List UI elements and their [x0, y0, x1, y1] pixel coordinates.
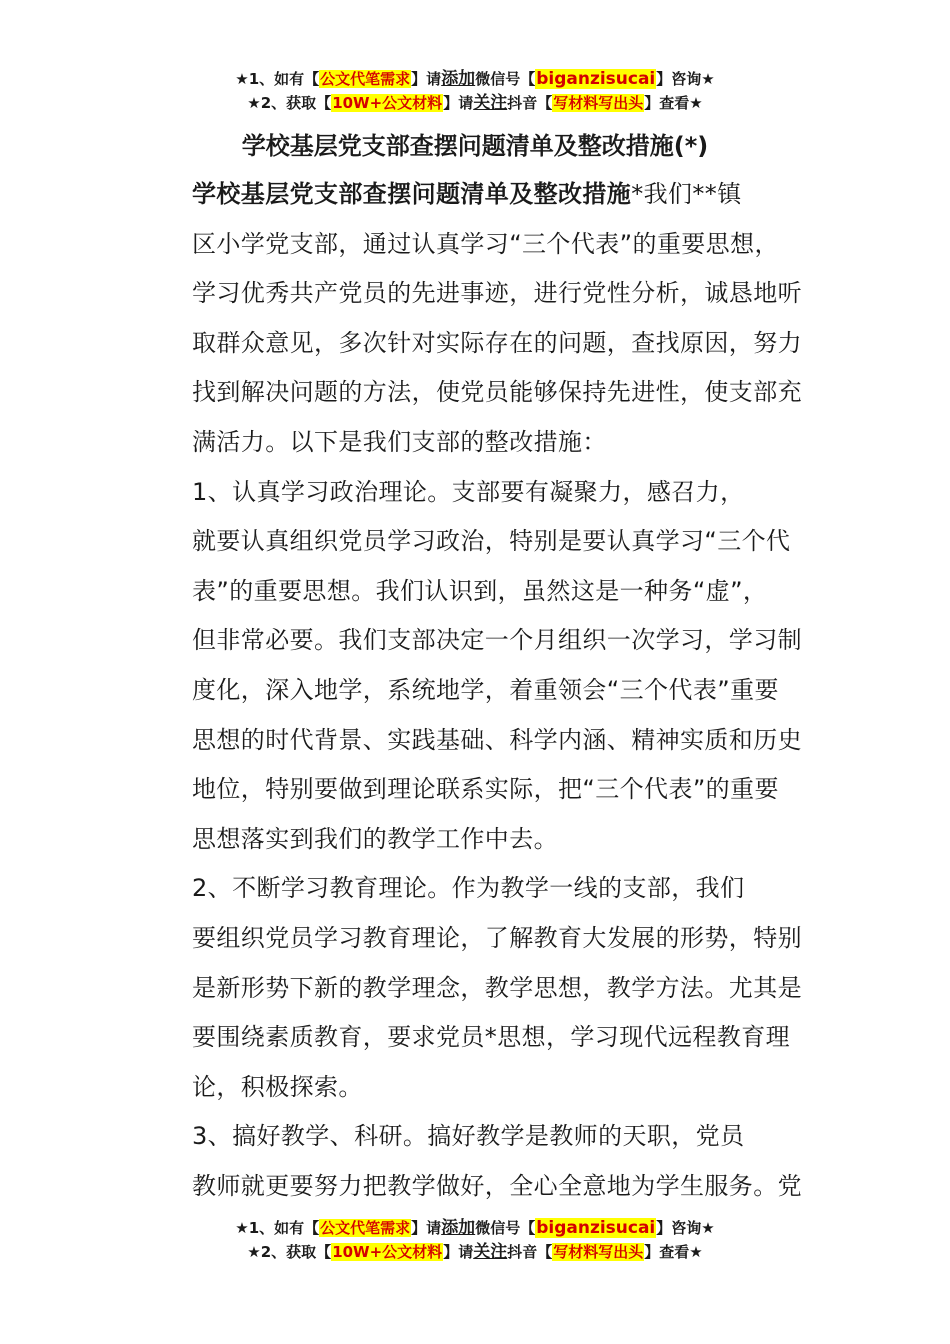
- promo-line-2: [0, 91, 950, 115]
- promo-text: 微信号【: [475, 1219, 536, 1237]
- text-line: 思想落实到我们的教学工作中去。: [192, 824, 558, 853]
- promo-text: ★2、获取【: [247, 94, 332, 112]
- promo-underlined-follow: 关注: [473, 1242, 508, 1262]
- paragraph-item-1: [144, 468, 816, 865]
- promo-highlight-douyin: 写材料写出头: [553, 94, 644, 112]
- promo-text: ★2、获取【: [247, 1243, 332, 1261]
- text-line: 取群众意见，多次针对实际存在的问题，查找原因，努力: [192, 328, 802, 357]
- paragraph-item-3: [144, 1112, 816, 1211]
- text-line: 教师就更要努力把教学做好，全心全意地为学生服务。党: [192, 1171, 802, 1200]
- text-line: 就要认真组织党员学习政治，特别是要认真学习“三个代: [192, 527, 791, 556]
- promo-text: 微信号【: [475, 70, 536, 88]
- promo-text: 】请: [411, 1219, 442, 1237]
- promo-underlined-add: 添加: [441, 69, 476, 89]
- promo-highlight-douyin: 写材料写出头: [553, 1243, 644, 1261]
- document-title: 学校基层党支部查摆问题清单及整改措施(*): [241, 132, 709, 160]
- text-line: 表”的重要思想。我们认识到，虽然这是一种务“虚”，: [192, 576, 768, 605]
- text-line: 找到解决问题的方法，使党员能够保持先进性，使支部充: [192, 378, 802, 407]
- promo-text: 抖音【: [507, 94, 553, 112]
- paragraph-item-2: [144, 864, 816, 1112]
- promo-text: ★1、如有【: [235, 70, 320, 88]
- promo-text: 抖音【: [507, 1243, 553, 1261]
- text-line: 2、不断学习教育理论。作为教学一线的支部，我们: [192, 874, 745, 903]
- text-line: 要组织党员学习教育理论，了解教育大发展的形势，特别: [192, 923, 802, 952]
- promo-text: 】咨询★: [656, 70, 715, 88]
- text-line: 学习优秀共产党员的先进事迹，进行党性分析，诚恳地听: [192, 279, 802, 308]
- text-line: 满活力。以下是我们支部的整改措施：: [192, 427, 607, 456]
- text-line: 3、搞好教学、科研。搞好教学是教师的天职，党员: [192, 1122, 745, 1151]
- text-line: 度化，深入地学，系统地学，着重领会“三个代表”重要: [192, 675, 779, 704]
- promo-text: 】查看★: [644, 94, 703, 112]
- paragraph-intro: [144, 170, 816, 468]
- promo-underlined-follow: 关注: [473, 93, 508, 113]
- promo-text: 】请: [411, 70, 442, 88]
- document-body: [144, 170, 816, 1211]
- text-line: *我们**镇: [631, 180, 742, 208]
- promo-highlight-materials: 10W+公文材料: [332, 1243, 443, 1261]
- promo-text: ★1、如有【: [235, 1219, 320, 1237]
- promo-line-1: [0, 1216, 950, 1240]
- promo-text: 】咨询★: [656, 1219, 715, 1237]
- bottom-promo-banner: [0, 1216, 950, 1264]
- text-line: 思想的时代背景、实践基础、科学内涵、精神实质和历史: [192, 725, 802, 754]
- text-line: 1、认真学习政治理论。支部要有凝聚力，感召力，: [192, 477, 745, 506]
- promo-text: 】查看★: [644, 1243, 703, 1261]
- promo-highlight-wechat-id: biganzisucai: [536, 69, 656, 89]
- promo-highlight-service: 公文代笔需求: [320, 1219, 411, 1237]
- text-line: 但非常必要。我们支部决定一个月组织一次学习，学习制: [192, 626, 802, 655]
- promo-highlight-materials: 10W+公文材料: [332, 94, 443, 112]
- promo-line-1: [0, 67, 950, 91]
- promo-text: 】请: [443, 1243, 474, 1261]
- text-line: 论，积极探索。: [192, 1072, 363, 1101]
- text-line: 要围绕素质教育，要求党员*思想，学习现代远程教育理: [192, 1023, 790, 1052]
- promo-underlined-add: 添加: [441, 1218, 476, 1238]
- promo-text: 】请: [443, 94, 474, 112]
- top-promo-banner: [0, 67, 950, 115]
- promo-line-2: [0, 1240, 950, 1264]
- text-line: 区小学党支部，通过认真学习“三个代表”的重要思想，: [192, 229, 779, 258]
- text-line: 是新形势下新的教学理念，教学思想，教学方法。尤其是: [192, 973, 802, 1002]
- promo-highlight-wechat-id: biganzisucai: [536, 1218, 656, 1238]
- text-line: 地位，特别要做到理论联系实际，把“三个代表”的重要: [192, 775, 779, 804]
- intro-bold-lead: 学校基层党支部查摆问题清单及整改措施: [192, 180, 632, 208]
- promo-highlight-service: 公文代笔需求: [320, 70, 411, 88]
